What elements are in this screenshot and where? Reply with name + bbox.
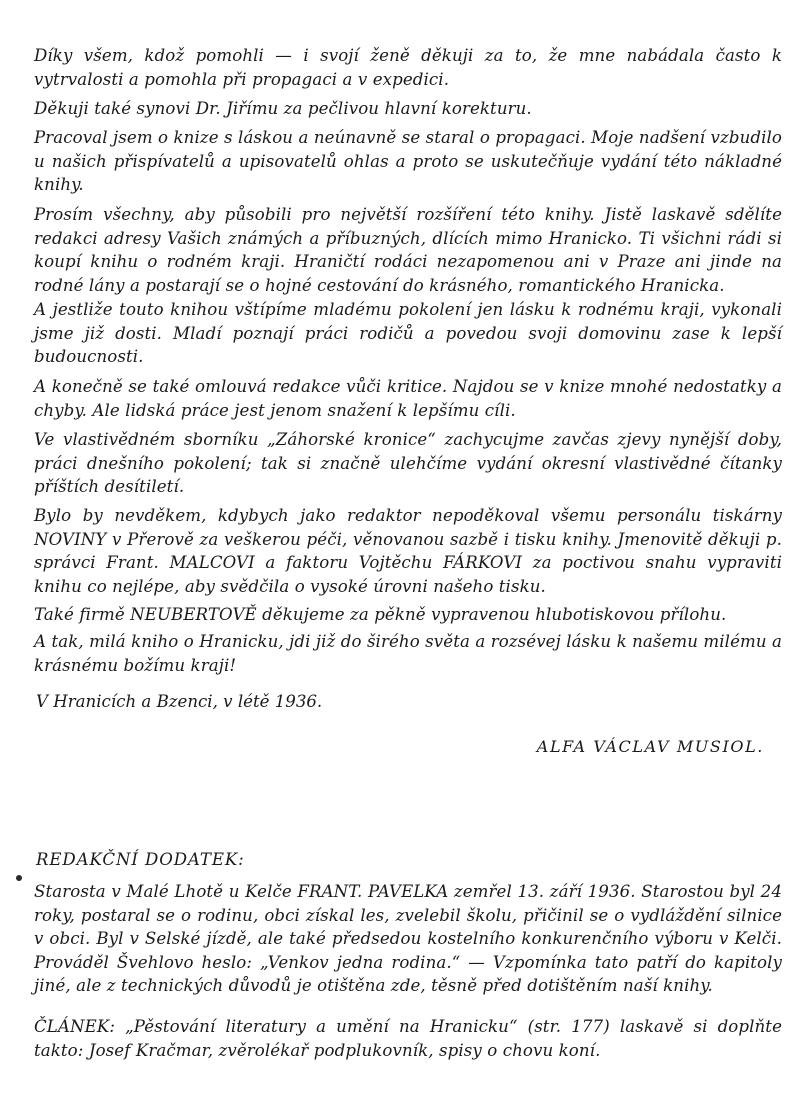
place-date-line: V Hranicích a Bzenci, v létě 1936. (36, 692, 323, 711)
print-speck (16, 875, 22, 881)
addendum-heading: REDAKČNÍ DODATEK: (36, 850, 245, 869)
paragraph-thanks-son: Děkuji také synovi Dr. Jiřímu za pečlivou hlavní korekturu. (34, 99, 532, 118)
addendum-paragraph-article-note: ČLÁNEK: „Pěstování literatury a umění na Hranicku“ (str. 177) laskavě si doplňte takto: Josef Kračmar, zvěrolékař podplukovník, spisy o chovu koní. (34, 1017, 782, 1060)
paragraph-neubert-thanks: Také firmě NEUBERTOVĚ děkujeme za pěkně vypravenou hlubotiskovou přílohu. (34, 605, 727, 624)
paragraph-request-spread: Prosím všechny, aby působili pro největší rozšíření této knihy. Jistě laskavě sdělíte redakci adresy Vašich známých a příbuzných, dlících mimo Hranicko. Ti všichni rádi si koupí knihu o rodném kraji. Hraničtí rodáci nezapomenou ani v Praze ani jinde na rodné lány a postarají se o hojné cestování do krásného, romantického Hranicka. (34, 205, 782, 295)
author-signature: ALFA VÁCLAV MUSIOL. (536, 737, 764, 756)
paragraph-work-on-book: Pracoval jsem o knize s láskou a neúnavně se staral o propagaci. Moje nadšení vzbudilo u našich přispívatelů a upisovatelů ohlas a proto se uskutečňuje vydání této nákladné knihy. (34, 128, 782, 194)
paragraph-printers-thanks: Bylo by nevděkem, kdybych jako redaktor nepoděkoval všemu personálu tiskárny NOVINY v Přerově za veškerou péči, věnovanou sazbě i tisku knihy. Jmenovitě děkuji p. správci Frant. MALCOVI a faktoru Vojtěchu FÁRKOVI za poctivou snahu vypraviti knihu co nejlépe, aby svědčila o vysoké úrovni našeho tisku. (34, 506, 782, 596)
paragraph-thanks-all: Díky všem, kdož pomohli — i svojí ženě děkuji za to, že mne nabádala často k vytrvalosti a pomohla při propagaci a v expedici. (34, 46, 782, 89)
paragraph-young-generation: A jestliže touto knihou vštípíme mladému pokolení jen lásku k rodnému kraji, vykonali jsme již dosti. Mladí poznají práci rodičů a povedou svoji domovinu zase k lepší budoucnosti. (34, 300, 782, 366)
paragraph-chronicle: Ve vlastivědném sborníku „Záhorské kronice“ zachycujme zavčas zjevy nynější doby, práci dnešního pokolení; tak si značně ulehčíme vydání okresní vlastivědné čítanky příštích desítiletí. (34, 430, 782, 496)
paragraph-farewell: A tak, milá kniho o Hranicku, jdi již do širého světa a rozsévej lásku k našemu milému a krásnému božímu kraji! (34, 632, 782, 675)
paragraph-apology-criticism: A konečně se také omlouvá redakce vůči kritice. Najdou se v knize mnohé nedostatky a chyby. Ale lidská práce jest jenom snažení k lepšímu cíli. (34, 377, 782, 420)
addendum-paragraph-pavelka: Starosta v Malé Lhotě u Kelče FRANT. PAVELKA zemřel 13. září 1936. Starostou byl 24 roky, postaral se o rodinu, obci získal les, zvelebil školu, přičinil se o vydláždění silnice v obci. Byl v Selské jízdě, ale také předsedou kostelního konkurenčního výboru v Kelči. Prováděl Švehlovo heslo: „Venkov jedna rodina.“ — Vzpomínka tato patří do kapitoly jiné, ale z technických důvodů je otištěna zde, těsně před dotištěním naší knihy. (34, 882, 782, 995)
